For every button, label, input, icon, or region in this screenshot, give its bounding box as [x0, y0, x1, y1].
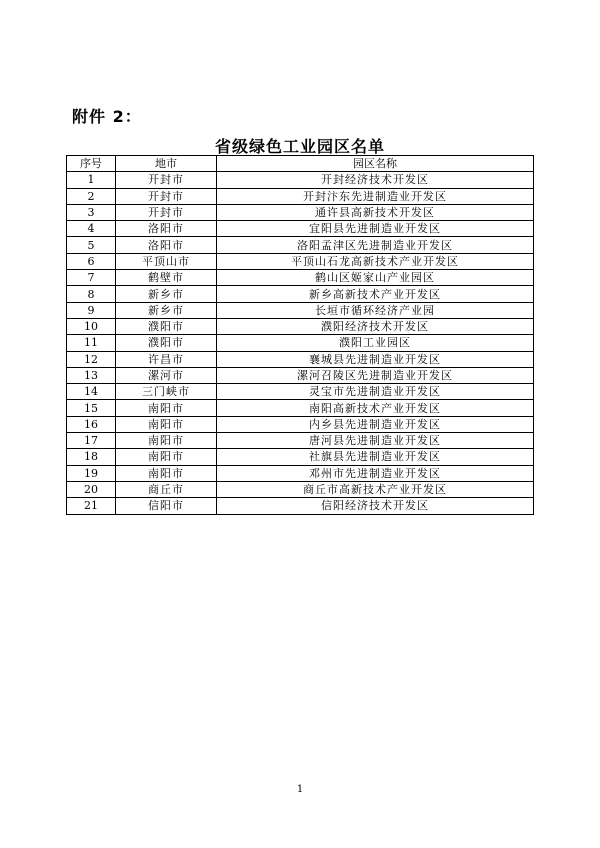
row-park-name: 新乡高新技术产业开发区: [217, 286, 534, 302]
table-row: [67, 286, 534, 302]
row-park-name: 南阳高新技术产业开发区: [217, 400, 534, 416]
row-index: 5: [67, 237, 116, 253]
row-index: 10: [67, 318, 116, 334]
header-park-name: 园区名称: [217, 156, 534, 172]
row-city: 开封市: [116, 188, 217, 204]
row-index: 17: [67, 433, 116, 449]
table-row: [67, 367, 534, 383]
row-index: 13: [67, 367, 116, 383]
table-row: [67, 400, 534, 416]
row-index: 18: [67, 449, 116, 465]
table-row: [67, 481, 534, 497]
row-park-name: 鹤山区姬家山产业园区: [217, 270, 534, 286]
table-row: [67, 416, 534, 432]
table-row: [67, 465, 534, 481]
row-city: 南阳市: [116, 433, 217, 449]
row-park-name: 长垣市循环经济产业园: [217, 302, 534, 318]
row-park-name: 开封经济技术开发区: [217, 172, 534, 188]
row-park-name: 唐河县先进制造业开发区: [217, 433, 534, 449]
row-index: 2: [67, 188, 116, 204]
row-city: 信阳市: [116, 498, 217, 514]
row-index: 12: [67, 351, 116, 367]
row-park-name: 社旗县先进制造业开发区: [217, 449, 534, 465]
document-title: 省级绿色工业园区名单: [214, 137, 385, 156]
table-row: [67, 172, 534, 188]
table-row: [67, 204, 534, 220]
row-index: 3: [67, 204, 116, 220]
row-park-name: 襄城县先进制造业开发区: [217, 351, 534, 367]
table-header-row: [67, 156, 534, 172]
row-park-name: 邓州市先进制造业开发区: [217, 465, 534, 481]
row-city: 洛阳市: [116, 237, 217, 253]
row-city: 濮阳市: [116, 335, 217, 351]
row-city: 濮阳市: [116, 318, 217, 334]
table-row: [67, 237, 534, 253]
row-city: 许昌市: [116, 351, 217, 367]
table-row: [67, 433, 534, 449]
row-park-name: 濮阳工业园区: [217, 335, 534, 351]
table-row: [67, 253, 534, 269]
row-city: 新乡市: [116, 286, 217, 302]
table-row: [67, 270, 534, 286]
table-row: [67, 335, 534, 351]
row-park-name: 开封汴东先进制造业开发区: [217, 188, 534, 204]
table-row: [67, 302, 534, 318]
table-row: [67, 188, 534, 204]
row-index: 7: [67, 270, 116, 286]
row-city: 开封市: [116, 204, 217, 220]
table-body: [67, 172, 534, 514]
row-index: 6: [67, 253, 116, 269]
row-index: 8: [67, 286, 116, 302]
row-city: 南阳市: [116, 449, 217, 465]
table-row: [67, 351, 534, 367]
page-number: 1: [296, 784, 304, 795]
header-index: 序号: [67, 156, 116, 172]
row-index: 9: [67, 302, 116, 318]
row-park-name: 平顶山石龙高新技术产业开发区: [217, 253, 534, 269]
row-index: 4: [67, 221, 116, 237]
attachment-label: 附件 2：: [72, 107, 142, 126]
row-park-name: 内乡县先进制造业开发区: [217, 416, 534, 432]
row-city: 漯河市: [116, 367, 217, 383]
table-row: [67, 221, 534, 237]
row-index: 1: [67, 172, 116, 188]
row-park-name: 洛阳孟津区先进制造业开发区: [217, 237, 534, 253]
row-park-name: 灵宝市先进制造业开发区: [217, 384, 534, 400]
row-park-name: 信阳经济技术开发区: [217, 498, 534, 514]
row-city: 南阳市: [116, 465, 217, 481]
row-index: 15: [67, 400, 116, 416]
row-city: 平顶山市: [116, 253, 217, 269]
row-park-name: 濮阳经济技术开发区: [217, 318, 534, 334]
table-row: [67, 498, 534, 514]
row-index: 16: [67, 416, 116, 432]
row-city: 洛阳市: [116, 221, 217, 237]
row-park-name: 通许县高新技术开发区: [217, 204, 534, 220]
row-park-name: 漯河召陵区先进制造业开发区: [217, 367, 534, 383]
table-row: [67, 449, 534, 465]
row-park-name: 商丘市高新技术产业开发区: [217, 481, 534, 497]
row-city: 三门峡市: [116, 384, 217, 400]
row-park-name: 宜阳县先进制造业开发区: [217, 221, 534, 237]
row-city: 南阳市: [116, 416, 217, 432]
row-city: 新乡市: [116, 302, 217, 318]
row-index: 14: [67, 384, 116, 400]
row-index: 11: [67, 335, 116, 351]
table-row: [67, 318, 534, 334]
header-city: 地市: [116, 156, 217, 172]
table-row: [67, 384, 534, 400]
row-index: 20: [67, 481, 116, 497]
row-index: 19: [67, 465, 116, 481]
row-city: 南阳市: [116, 400, 217, 416]
row-index: 21: [67, 498, 116, 514]
row-city: 商丘市: [116, 481, 217, 497]
row-city: 开封市: [116, 172, 217, 188]
park-list-table: [66, 155, 534, 515]
row-city: 鹤壁市: [116, 270, 217, 286]
